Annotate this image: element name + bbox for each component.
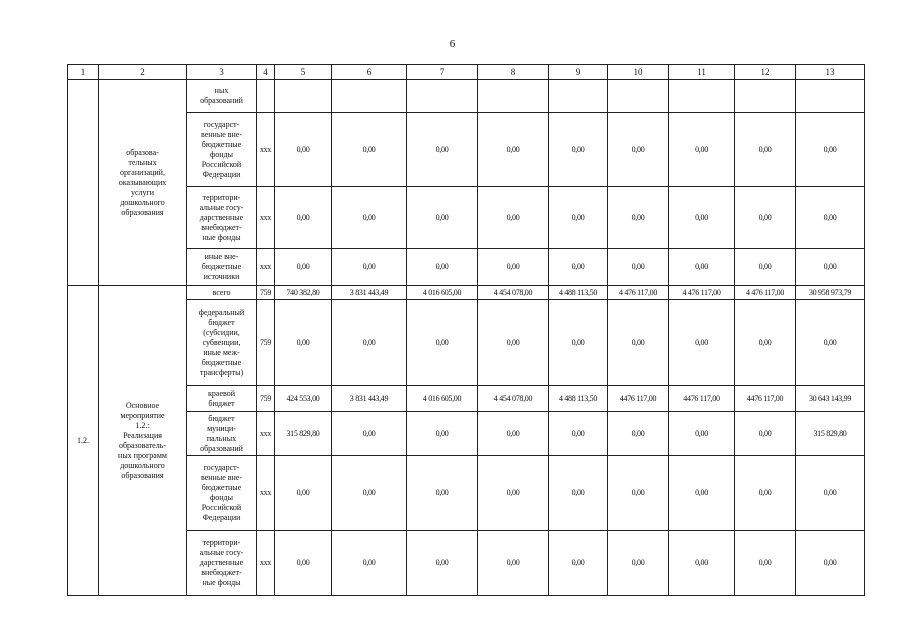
grbs-code: ххх xyxy=(257,187,275,249)
amount-cell: 4 488 113,50 xyxy=(549,386,608,412)
amount-cell: 0,00 xyxy=(669,456,735,531)
amount-cell: 0,00 xyxy=(608,113,669,187)
amount-cell: 0,00 xyxy=(478,113,549,187)
amount-cell xyxy=(407,80,478,113)
amount-cell: 0,00 xyxy=(735,300,796,386)
amount-cell: 0,00 xyxy=(735,412,796,456)
table-row xyxy=(68,286,865,300)
grbs-code: ххх xyxy=(257,113,275,187)
amount-cell xyxy=(478,80,549,113)
amount-cell: 0,00 xyxy=(549,300,608,386)
grbs-code: ххх xyxy=(257,249,275,286)
amount-cell: 0,00 xyxy=(332,300,407,386)
grbs-code: 759 xyxy=(257,300,275,386)
amount-cell: 0,00 xyxy=(735,531,796,596)
amount-cell: 4 016 605,00 xyxy=(407,286,478,300)
amount-cell: 4476 117,00 xyxy=(669,386,735,412)
amount-cell: 0,00 xyxy=(478,187,549,249)
amount-cell xyxy=(332,80,407,113)
amount-cell: 740 382,80 xyxy=(275,286,332,300)
amount-cell: 0,00 xyxy=(669,113,735,187)
amount-cell: 0,00 xyxy=(796,531,865,596)
amount-cell xyxy=(608,80,669,113)
amount-cell: 0,00 xyxy=(608,531,669,596)
amount-cell: 0,00 xyxy=(275,300,332,386)
header-cell: 6 xyxy=(332,65,407,80)
amount-cell: 0,00 xyxy=(407,456,478,531)
funding-source: территори- альные госу- дарственные внебюджет- ные фонды xyxy=(187,531,257,596)
amount-cell: 0,00 xyxy=(549,412,608,456)
table-body xyxy=(68,65,865,596)
amount-cell: 0,00 xyxy=(407,531,478,596)
header-row xyxy=(68,65,865,80)
amount-cell: 0,00 xyxy=(669,412,735,456)
amount-cell xyxy=(275,80,332,113)
header-cell: 9 xyxy=(549,65,608,80)
grbs-code: 759 xyxy=(257,286,275,300)
funding-source: всего xyxy=(187,286,257,300)
amount-cell: 0,00 xyxy=(735,113,796,187)
amount-cell: 0,00 xyxy=(796,456,865,531)
amount-cell: 4 454 078,00 xyxy=(478,386,549,412)
amount-cell: 0,00 xyxy=(478,456,549,531)
table-row xyxy=(68,531,865,596)
amount-cell: 0,00 xyxy=(275,249,332,286)
header-cell: 7 xyxy=(407,65,478,80)
amount-cell: 0,00 xyxy=(549,456,608,531)
table-row xyxy=(68,412,865,456)
header-cell: 5 xyxy=(275,65,332,80)
amount-cell xyxy=(796,80,865,113)
amount-cell: 0,00 xyxy=(549,531,608,596)
amount-cell: 0,00 xyxy=(796,187,865,249)
table-row xyxy=(68,456,865,531)
amount-cell: 0,00 xyxy=(332,187,407,249)
amount-cell: 4 476 117,00 xyxy=(735,286,796,300)
amount-cell xyxy=(669,80,735,113)
amount-cell: 0,00 xyxy=(407,300,478,386)
header-cell: 8 xyxy=(478,65,549,80)
amount-cell: 0,00 xyxy=(669,531,735,596)
amount-cell xyxy=(549,80,608,113)
funding-source: государст- венные вне- бюджетные фонды Российской Федерации xyxy=(187,456,257,531)
amount-cell: 4 488 113,50 xyxy=(549,286,608,300)
measure-name: Основное мероприятие 1.2.: Реализация образователь- ных программ дошкольного образования xyxy=(99,286,187,596)
amount-cell: 4 016 605,00 xyxy=(407,386,478,412)
amount-cell: 0,00 xyxy=(275,113,332,187)
header-cell: 12 xyxy=(735,65,796,80)
amount-cell: 0,00 xyxy=(608,412,669,456)
amount-cell: 0,00 xyxy=(608,300,669,386)
funding-source: бюджет муници- пальных образований xyxy=(187,412,257,456)
table-row xyxy=(68,300,865,386)
amount-cell: 30 643 143,99 xyxy=(796,386,865,412)
amount-cell: 4 454 078,00 xyxy=(478,286,549,300)
amount-cell: 0,00 xyxy=(332,412,407,456)
amount-cell: 0,00 xyxy=(796,113,865,187)
amount-cell: 0,00 xyxy=(275,187,332,249)
amount-cell: 0,00 xyxy=(669,300,735,386)
table-row xyxy=(68,187,865,249)
page-number: 6 xyxy=(449,38,456,50)
amount-cell: 0,00 xyxy=(407,113,478,187)
amount-cell: 0,00 xyxy=(735,456,796,531)
amount-cell: 0,00 xyxy=(478,249,549,286)
grbs-code: ххх xyxy=(257,412,275,456)
funding-source: территори- альные госу- дарственные внебюджет- ные фонды xyxy=(187,187,257,249)
header-cell: 4 xyxy=(257,65,275,80)
amount-cell: 0,00 xyxy=(669,249,735,286)
header-cell: 11 xyxy=(669,65,735,80)
amount-cell: 30 958 973,79 xyxy=(796,286,865,300)
amount-cell: 424 553,00 xyxy=(275,386,332,412)
funding-source: краевой бюджет xyxy=(187,386,257,412)
amount-cell xyxy=(735,80,796,113)
table-row xyxy=(68,80,865,113)
amount-cell: 0,00 xyxy=(478,531,549,596)
amount-cell: 3 831 443,49 xyxy=(332,286,407,300)
amount-cell: 0,00 xyxy=(608,249,669,286)
amount-cell: 0,00 xyxy=(608,187,669,249)
budget-table xyxy=(67,64,865,596)
amount-cell: 0,00 xyxy=(549,113,608,187)
amount-cell: 0,00 xyxy=(608,456,669,531)
amount-cell: 0,00 xyxy=(735,187,796,249)
amount-cell: 0,00 xyxy=(407,249,478,286)
amount-cell: 4 476 117,00 xyxy=(669,286,735,300)
amount-cell: 0,00 xyxy=(275,531,332,596)
grbs-code xyxy=(257,80,275,113)
amount-cell: 0,00 xyxy=(549,249,608,286)
table-row xyxy=(68,249,865,286)
table-row xyxy=(68,113,865,187)
amount-cell: 4 476 117,00 xyxy=(608,286,669,300)
grbs-code: ххх xyxy=(257,456,275,531)
amount-cell: 4476 117,00 xyxy=(608,386,669,412)
row-number: 1.2. xyxy=(68,286,99,596)
amount-cell: 0,00 xyxy=(407,187,478,249)
funding-source: федеральный бюджет (субсидии, субвенции, иные меж- бюджетные трансферты) xyxy=(187,300,257,386)
header-cell: 10 xyxy=(608,65,669,80)
funding-source: ных образований xyxy=(187,80,257,113)
table-row xyxy=(68,386,865,412)
grbs-code: ххх xyxy=(257,531,275,596)
amount-cell: 0,00 xyxy=(332,531,407,596)
amount-cell: 0,00 xyxy=(549,187,608,249)
row-number xyxy=(68,80,99,286)
funding-source: иные вне- бюджетные источники xyxy=(187,249,257,286)
grbs-code: 759 xyxy=(257,386,275,412)
funding-source: государст- венные вне- бюджетные фонды Российской Федерации xyxy=(187,113,257,187)
header-cell: 1 xyxy=(68,65,99,80)
amount-cell: 0,00 xyxy=(275,456,332,531)
amount-cell: 0,00 xyxy=(478,412,549,456)
amount-cell: 0,00 xyxy=(332,456,407,531)
measure-name: образова- тельных организаций, оказывающих услуги дошкольного образования xyxy=(99,80,187,286)
amount-cell: 0,00 xyxy=(669,187,735,249)
amount-cell: 315 829,80 xyxy=(796,412,865,456)
amount-cell: 0,00 xyxy=(796,249,865,286)
amount-cell: 3 831 443,49 xyxy=(332,386,407,412)
amount-cell: 0,00 xyxy=(332,113,407,187)
amount-cell: 0,00 xyxy=(407,412,478,456)
amount-cell: 315 829,80 xyxy=(275,412,332,456)
amount-cell: 0,00 xyxy=(735,249,796,286)
header-cell: 3 xyxy=(187,65,257,80)
amount-cell: 0,00 xyxy=(478,300,549,386)
header-cell: 13 xyxy=(796,65,865,80)
amount-cell: 0,00 xyxy=(796,300,865,386)
amount-cell: 0,00 xyxy=(332,249,407,286)
amount-cell: 4476 117,00 xyxy=(735,386,796,412)
header-cell: 2 xyxy=(99,65,187,80)
